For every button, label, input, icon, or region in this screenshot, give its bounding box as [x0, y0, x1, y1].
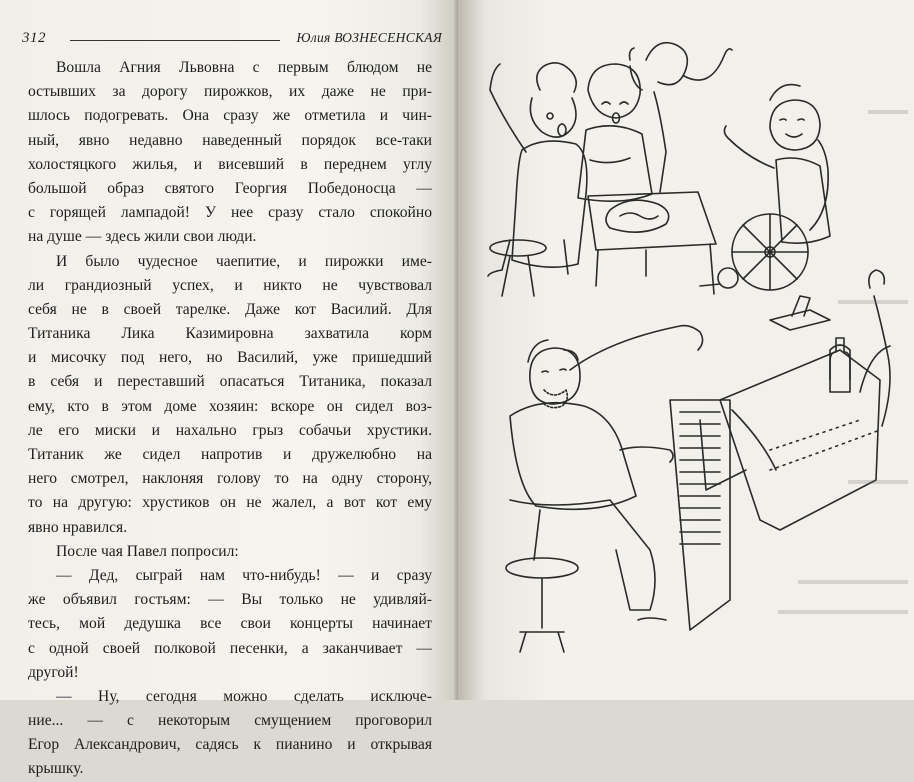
text-line: на душе — здесь жили свои люди. — [28, 228, 257, 246]
text-line: в себя и переставший опасаться Титаника, показал — [28, 373, 432, 391]
text-line: И было чудесное чаепитие, и пирожки име- — [56, 252, 432, 270]
text-line: Егор Александрович, садясь к пианино и открывая — [28, 736, 432, 754]
text-line: крышку. — [28, 760, 84, 778]
text-line: же объявил гостьям: — Вы только не удивляй- — [28, 591, 432, 609]
text-line: с горящей лампадой! У нее сразу стало спокойно — [28, 204, 432, 222]
text-line: ему, кто в этом доме хозяин: вскоре он сидел воз- — [28, 397, 432, 415]
text-line: шлось подогревать. Она сразу же отметила и чин- — [28, 107, 432, 125]
text-line: ли грандиозный успех, и никто не чувствовал — [28, 276, 432, 294]
text-line: остывших за дорогу пирожков, их даже не при- — [28, 83, 432, 101]
text-line: тесь, мой дедушка все свои концерты начинает — [28, 615, 432, 633]
show-through-mark — [848, 480, 908, 484]
text-line: ле его миски и нахально грыз собачьи хрустики. — [28, 421, 432, 439]
text-line: — Ну, сегодня можно сделать исключе- — [56, 687, 432, 705]
text-line: явно нравился. — [28, 518, 128, 536]
text-line: После чая Павел попросил: — [56, 542, 239, 560]
page-number: 312 — [22, 30, 46, 46]
text-line: — Дед, сыграй нам что-нибудь! — и сразу — [56, 566, 432, 584]
show-through-mark — [778, 610, 908, 614]
text-line: Титаник же сидел напротив и дружелюбно на — [28, 446, 432, 463]
header-rule — [70, 40, 280, 41]
text-line: него смотрел, наклоняя голову то на одну сторону, — [28, 470, 432, 488]
text-line: другой! — [28, 663, 79, 681]
text-line: ние... — с некоторым смущением проговорил — [28, 712, 432, 730]
show-through-mark — [838, 300, 908, 304]
text-line: с одной своей полковой песенки, а заканчивает — — [28, 639, 432, 657]
left-page — [0, 0, 456, 778]
text-line: ный, явно недавно наведенный порядок все-таки — [28, 131, 432, 149]
body-text — [28, 56, 432, 782]
text-line: себя не в своей тарелке. Даже кот Василий. Для — [28, 300, 432, 318]
text-line: большой образ святого Георгия Победоносца — — [28, 179, 432, 197]
text-line: холостяцкого жилья, и висевший в переднем углу — [28, 155, 432, 173]
text-line: Вошла Агния Львовна с первым блюдом не — [56, 59, 432, 76]
show-through-mark — [798, 580, 908, 584]
text-line: Титаника Лика Казимировна захватила корм — [28, 325, 432, 343]
running-head — [22, 28, 442, 50]
text-line: и мисочку под него, но Василий, уже пришедший — [28, 349, 432, 367]
text-line: то на другую: хрустиков он не жалел, а вот кот ему — [28, 494, 432, 512]
show-through-mark — [868, 110, 908, 114]
author-name: Юлия ВОЗНЕСЕНСКАЯ — [296, 30, 442, 45]
